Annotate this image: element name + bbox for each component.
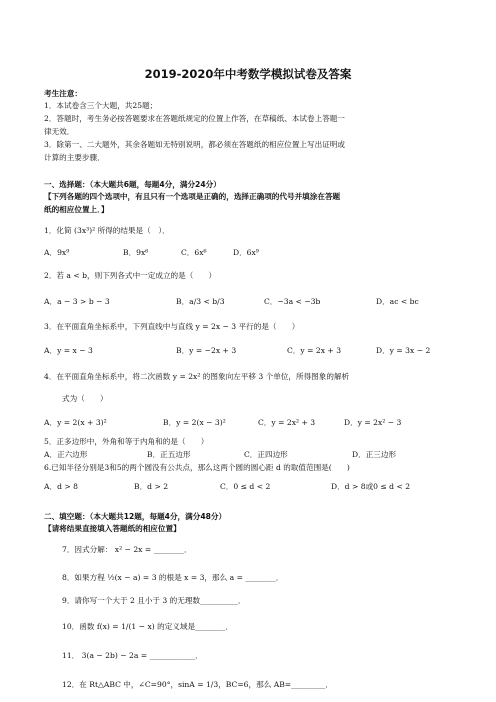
- question-12: 12．在 Rt△ABC 中，∠C=90°，sinA = 1/3，BC=6，那么 AB=_________．: [62, 680, 333, 689]
- question-2-option-b: B．a/3 < b/3: [176, 297, 225, 306]
- question-1-option-b: B．9x⁶: [123, 248, 149, 257]
- question-1-stem: 1．化简 (3x³)² 所得的结果是（ ）．: [44, 226, 170, 235]
- question-1-option-d: D．6x⁹: [233, 248, 259, 257]
- question-4-stem: 4．在平面直角坐标系中，将二次函数 y = 2x² 的图象向左平移 3 个单位，所得图象的解析: [44, 372, 350, 381]
- question-6-option-b: B．d > 2: [134, 482, 169, 491]
- question-3-option-d: D．y = 3x − 2: [376, 346, 431, 355]
- page-title: 2019-2020年中考数学模拟试卷及答案: [144, 67, 352, 81]
- section1-heading: 一、选择题：（本大题共6题，每题4分，满分24分）: [44, 180, 221, 189]
- question-3-option-c: C．y = 2x + 3: [287, 346, 342, 355]
- notice-line: 2．答题时，考生务必按答题要求在答题纸规定的位置上作答，在草稿纸、本试卷上答题一: [44, 114, 345, 123]
- question-6-option-c: C．0 ≤ d < 2: [220, 482, 271, 491]
- notice-line: 律无效．: [44, 127, 75, 136]
- question-3-stem: 3．在平面直角坐标系中，下列直线中与直线 y = 2x − 3 平行的是（ ）: [44, 322, 300, 331]
- question-6-option-d: D．d > 8或0 ≤ d < 2: [331, 482, 411, 491]
- question-1-option-c: C．6x⁶: [181, 248, 207, 257]
- question-5-stem: 5．正多边形中，外角和等于内角和的是（ ）: [44, 437, 209, 446]
- question-6-stem: 6.已知半径分别是3和5的两个圆没有公共点，那么这两个圆的圆心距 d 的取值范围是( ): [44, 463, 350, 472]
- question-5-option-d: D．正三边形: [352, 450, 397, 459]
- question-5-option-c: C．正四边形: [244, 450, 288, 459]
- question-3-option-b: B．y = −2x + 3: [176, 346, 237, 355]
- question-10: 10．函数 f(x) = 1/(1 − x) 的定义域是________．: [62, 622, 234, 631]
- question-4-option-a: A．y = 2(x + 3)²: [44, 418, 107, 427]
- question-5-option-a: A．正六边形: [44, 450, 88, 459]
- question-4-option-c: C．y = 2x² + 3: [258, 418, 316, 427]
- question-2-option-d: D．ac < bc: [376, 297, 419, 306]
- question-4-option-b: B．y = 2(x − 3)²: [163, 418, 226, 427]
- section2-heading: 二、填空题：（本大题共12题，每题4分，满分48分）: [44, 512, 227, 521]
- notice-heading: 考生注意：: [44, 89, 82, 98]
- notice-line: 3．除第一、二大题外，其余各题如无特别说明，都必须在答题纸的相应位置上写出证明或: [44, 140, 345, 149]
- question-1-option-a: A．9x⁹: [44, 248, 70, 257]
- question-6-option-a: A．d > 8: [44, 482, 78, 491]
- question-4-stem: 式为（ ）: [62, 394, 108, 403]
- question-2-stem: 2．若 a < b，则下列各式中一定成立的是（ ）: [44, 271, 217, 280]
- question-11: 11． 3(a − 2b) − 2a = ____________．: [62, 651, 203, 660]
- section1-instruction: 【下列各题的四个选项中，有且只有一个选项是正确的，选择正确项的代号并填涂在答题: [44, 192, 341, 201]
- section2-instruction: 【请将结果直接填入答题纸的相应位置】: [44, 524, 181, 533]
- section1-instruction: 纸的相应位置上．】: [44, 205, 109, 214]
- question-2-option-c: C．−3a < −3b: [264, 297, 321, 306]
- question-2-option-a: A．a − 3 > b − 3: [44, 297, 110, 306]
- notice-line: 1．本试卷含三个大题，共25题；: [44, 101, 158, 110]
- question-7: 7．因式分解： x² − 2x = ________．: [62, 545, 192, 554]
- question-5-option-b: B．正五边形: [147, 450, 191, 459]
- question-8: 8．如果方程 ½(x − a) = 3 的根是 x = 3，那么 a = ________．: [62, 573, 284, 582]
- notice-line: 计算的主要步骤．: [44, 153, 105, 162]
- question-4-option-d: D．y = 2x² − 3: [344, 418, 402, 427]
- question-9: 9．请你写一个大于 2 且小于 3 的无理数__________．: [62, 596, 246, 605]
- question-3-option-a: A．y = x − 3: [44, 346, 93, 355]
